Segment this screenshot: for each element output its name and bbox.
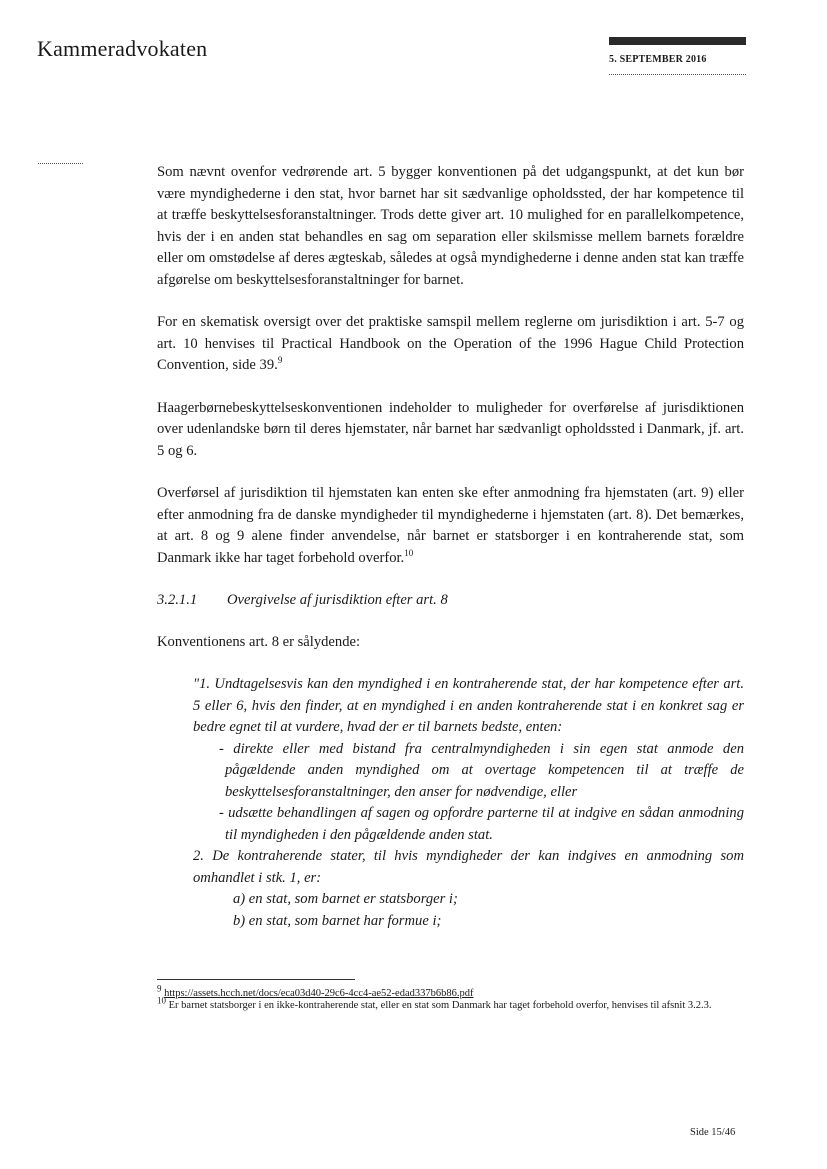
section-title: Overgivelse af jurisdiktion efter art. 8: [227, 592, 448, 608]
footnotes: [157, 983, 747, 1012]
block-quote: [157, 674, 744, 932]
paragraph-2: [157, 312, 744, 377]
margin-dotted-rule: [38, 163, 83, 164]
quote-dash-item-1: - direkte eller med bistand fra centralmyndigheden i sin egen stat anmode den pågældende anden myndighed om at overtage kompetencen til at træffe de beskyttelsesforanstaltninger, den anser for nødvendige, eller: [219, 740, 744, 800]
footnote-ref-9[interactable]: 9: [277, 355, 283, 366]
section-number: 3.2.1.1: [157, 592, 198, 608]
header-bar: [609, 37, 746, 45]
footnote-9: [157, 983, 747, 1000]
body-text: [157, 162, 744, 932]
paragraph-4: [157, 483, 744, 569]
paragraph-2-text: For en skematisk oversigt over det praktiske samspil mellem reglerne om jurisdiktion i art. 5-7 og art. 10 henvises til Practical Handbook on the Operation of the 1996 Hague Child Protection Convention, side 39.: [157, 314, 744, 373]
header-dotted-rule: [609, 74, 746, 75]
quote-item-b: b) en stat, som barnet har formue i;: [233, 912, 442, 929]
paragraph-1: Som nævnt ovenfor vedrørende art. 5 bygger konventionen på det udgangspunkt, at det kun bør være myndighederne i den stat, hvor barnet har sit sædvanlige opholdssted, der har kompetence til at træffe beskyttelsesforanstaltninger. Trods dette giver art. 10 mulighed for en parallelkompetence, hvis der i en anden stat behandles en sag om separation eller skilsmisse mellem barnets forældre eller om omstødelse af deres ægteskab, således at også myndighederne i denne anden stat kan træffe afgørelse om beskyttelsesforanstaltninger for barnet.: [157, 164, 744, 288]
paragraph-4-text: Overførsel af jurisdiktion til hjemstaten kan enten ske efter anmodning fra hjemstaten (art. 9) eller efter anmodning fra de danske myndigheder til myndighederne i hjemstaten (art. 8). Det bemærkes, at art. 8 og 9 alene finder anvendelse, når barnet er statsborger i en kontraherende stat, som Danmark ikke har taget forbehold overfor.: [157, 485, 744, 566]
page-number: Side 15/46: [690, 1127, 736, 1138]
footnote-separator: [157, 979, 355, 980]
brand-name: Kammeradvokaten: [37, 36, 208, 61]
quote-paragraph-2: 2. De kontraherende stater, til hvis myndigheder der kan indgives en anmodning som omhandlet i stk. 1, er:: [193, 848, 744, 886]
quote-item-a: a) en stat, som barnet er statsborger i;: [233, 891, 458, 907]
footnote-9-number: 9: [157, 983, 162, 994]
paragraph-5: Konventionens art. 8 er sålydende:: [157, 633, 361, 650]
footnote-9-link[interactable]: https://assets.hcch.net/docs/eca03d40-29c6-4cc4-ae52-edad337b6b86.pdf: [164, 988, 474, 999]
paragraph-3: Haagerbørnebeskyttelseskonventionen indeholder to muligheder for overførelse af jurisdiktionen over udenlandske børn til deres hjemstater, når barnet har sædvanligt opholdssted i Danmark, jf. art. 5 og 6.: [157, 399, 744, 459]
header-date: 5. SEPTEMBER 2016: [609, 54, 707, 65]
footnote-10-text: Er barnet statsborger i en ikke-kontraherende stat, eller en stat som Danmark har taget forbehold overfor, henvises til afsnit 3.2.3.: [168, 1000, 712, 1011]
footnote-10-number: 10: [157, 995, 166, 1006]
section-heading: [157, 590, 744, 612]
footnote-10: [157, 995, 747, 1012]
footnote-ref-10[interactable]: 10: [404, 547, 414, 558]
quote-dash-item-2: - udsætte behandlingen af sagen og opfordre parterne til at indgive en sådan anmodning til myndigheden i den pågældende anden stat.: [219, 805, 744, 843]
quote-paragraph-1: "1. Undtagelsesvis kan den myndighed i en kontraherende stat, der har kompetence efter art. 5 eller 6, hvis den finder, at en myndighed i en anden kontraherende stat i en konkret sag er bedre egnet til at vurdere, hvad der er til barnets bedste, enten:: [193, 676, 744, 735]
